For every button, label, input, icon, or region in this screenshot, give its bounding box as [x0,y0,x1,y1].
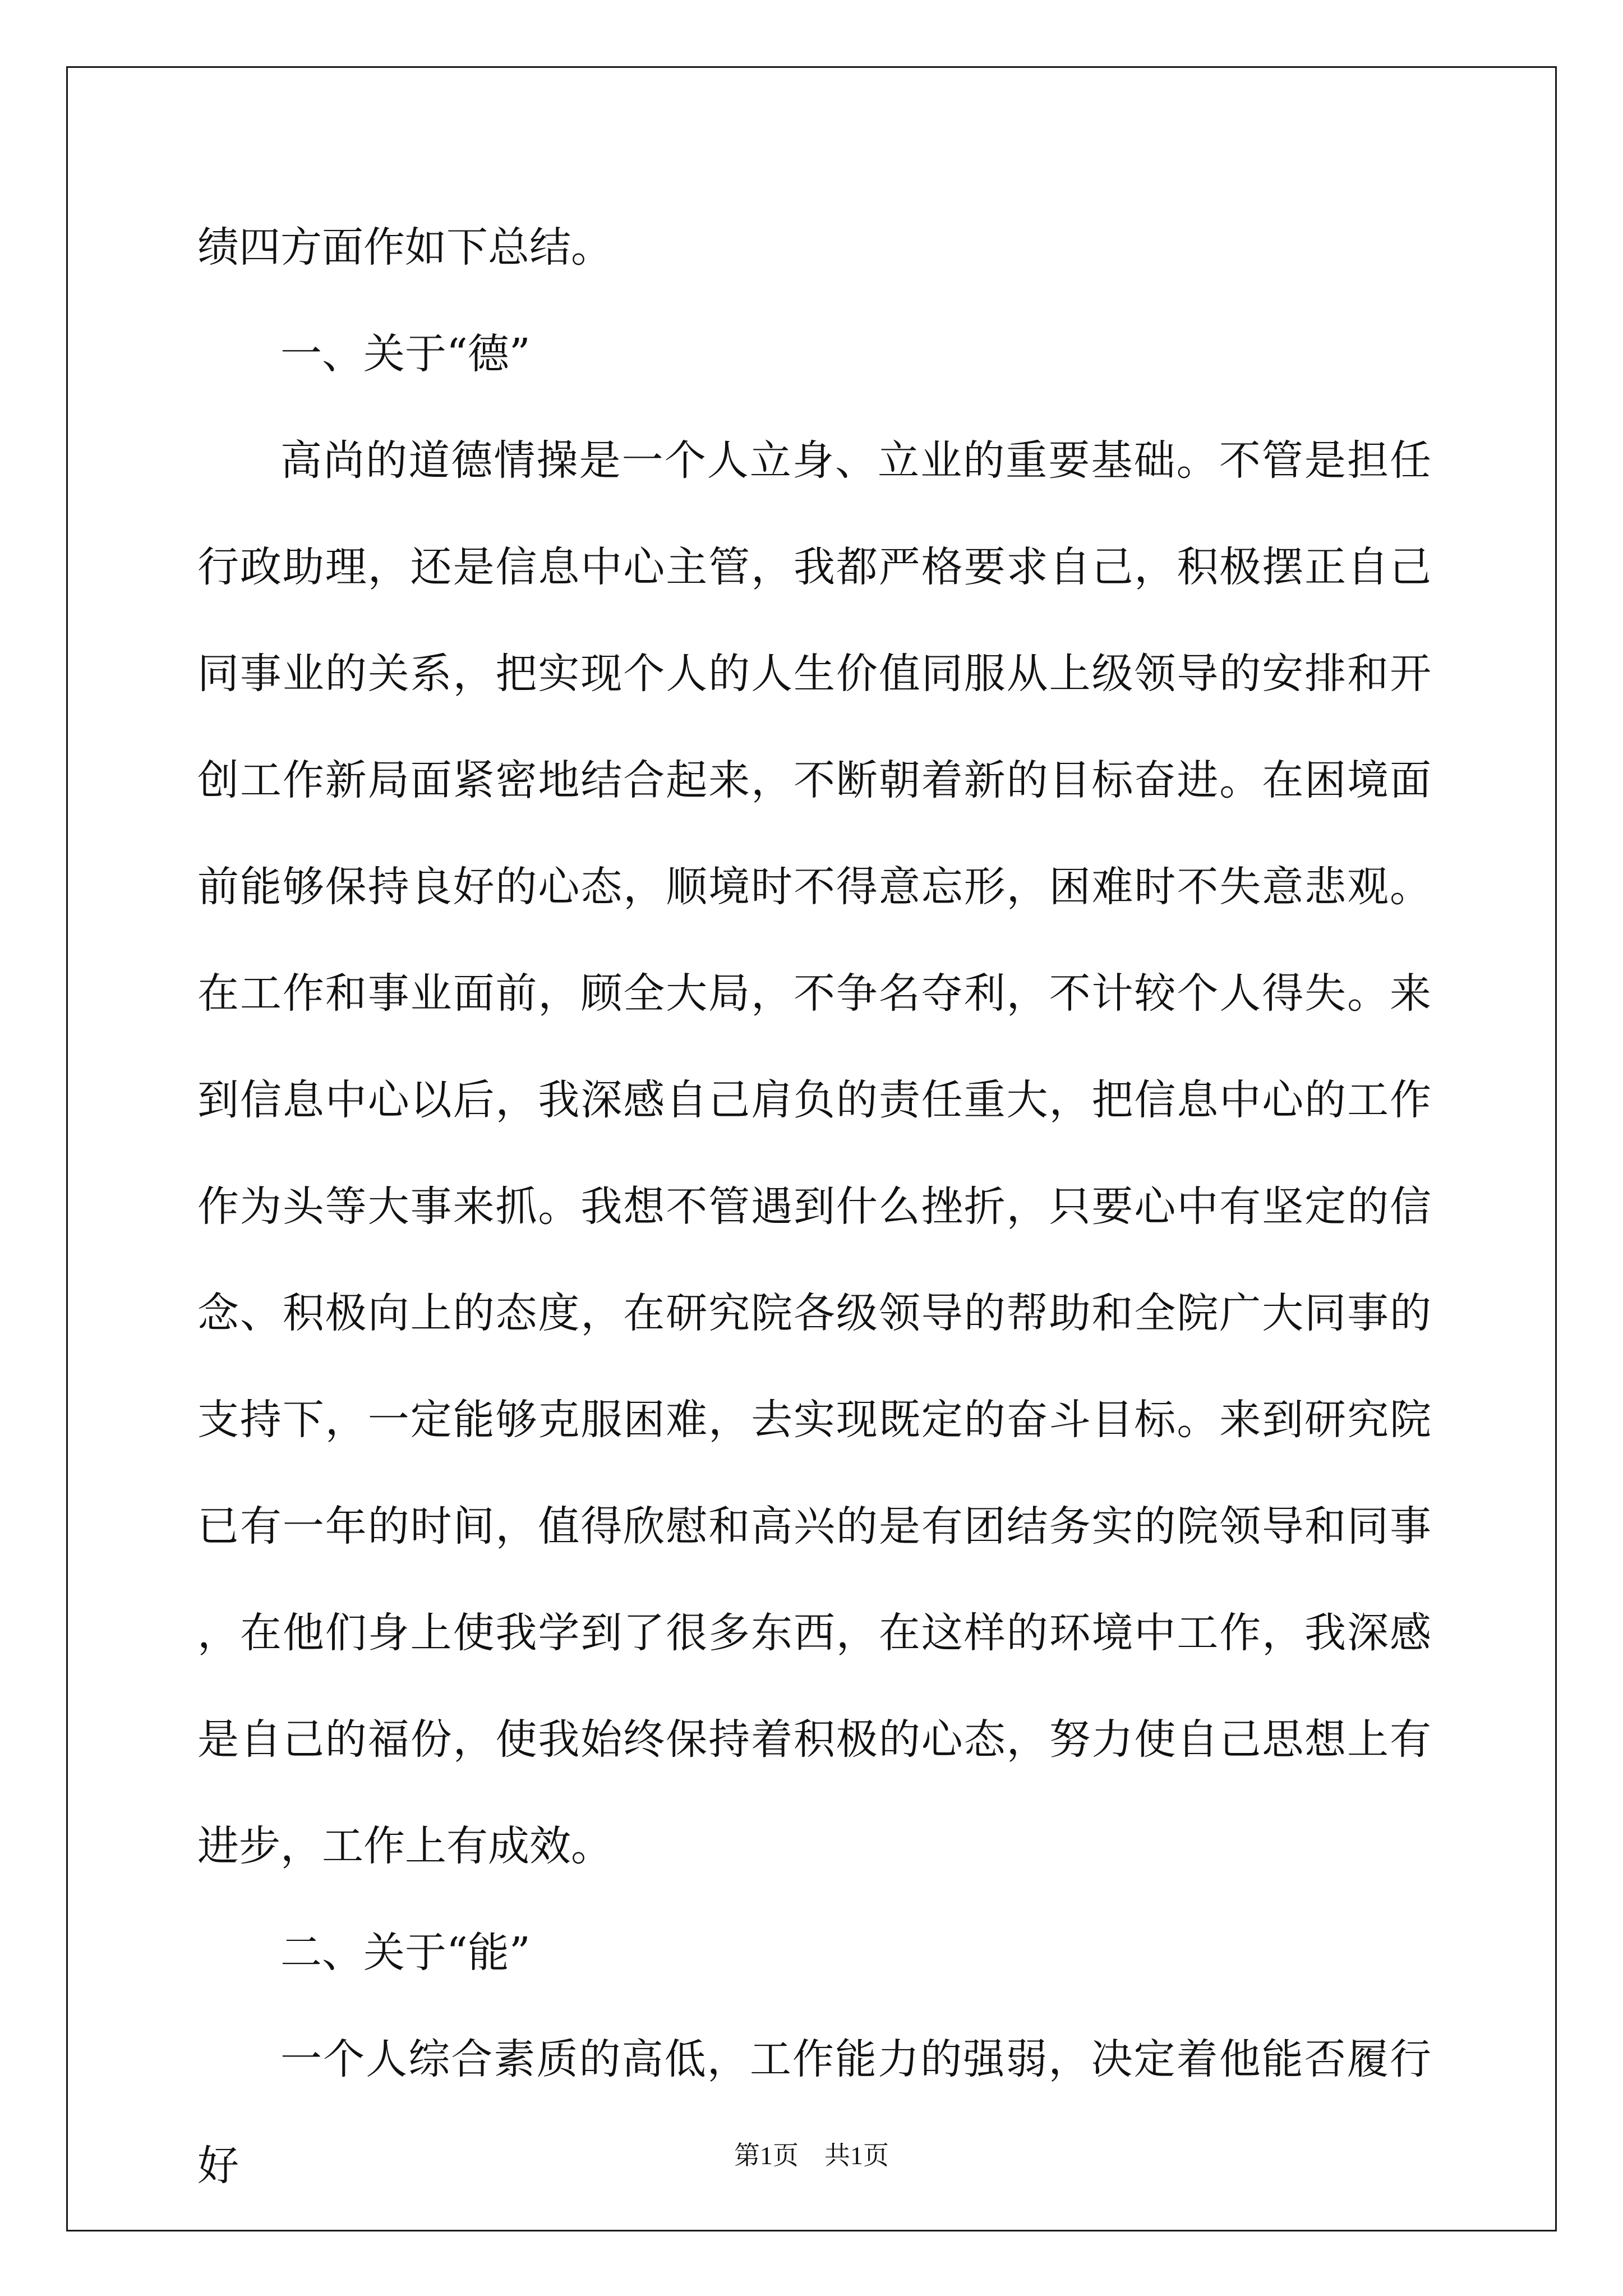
paragraph-de-body: 高尚的道德情操是一个人立身、立业的重要基础。不管是担任行政助理，还是信息中心主管，我都严格要求自己，积极摆正自己同事业的关系，把实现个人的人生价值同服从上级领导的安排和开创工作新局面紧密地结合起来，不断朝着新的目标奋进。在困境面前能够保持良好的心态，顺境时不得意忘形，困难时不失意悲观。在工作和事业面前，顾全大局，不争名夺利，不计较个人得失。来到信息中心以后，我深感自己肩负的责任重大，把信息中心的工作作为头等大事来抓。我想不管遇到什么挫折，只要心中有坚定的信念、积极向上的态度，在研究院各级领导的帮助和全院广大同事的支持下，一定能够克服困难，去实现既定的奋斗目标。来到研究院已有一年的时间，值得欣慰和高兴的是有团结务实的院领导和同事，在他们身上使我学到了很多东西，在这样的环境中工作，我深感是自己的福份，使我始终保持着积极的心态，努力使自己思想上有进步，工作上有成效。 [197,436,1431,1870]
section-heading-de: 一、关于“德” [280,330,531,378]
paragraph-neng-body: 一个人综合素质的高低，工作能力的强弱，决定着他能否履行好 [197,2035,1431,2190]
document-body [197,194,1431,2219]
section-heading-neng: 二、关于“能” [280,1929,531,1977]
page-number-footer: 第1页 共1页 [734,2141,889,2170]
paragraph-continuation: 绩四方面作如下总结。 [197,223,612,272]
